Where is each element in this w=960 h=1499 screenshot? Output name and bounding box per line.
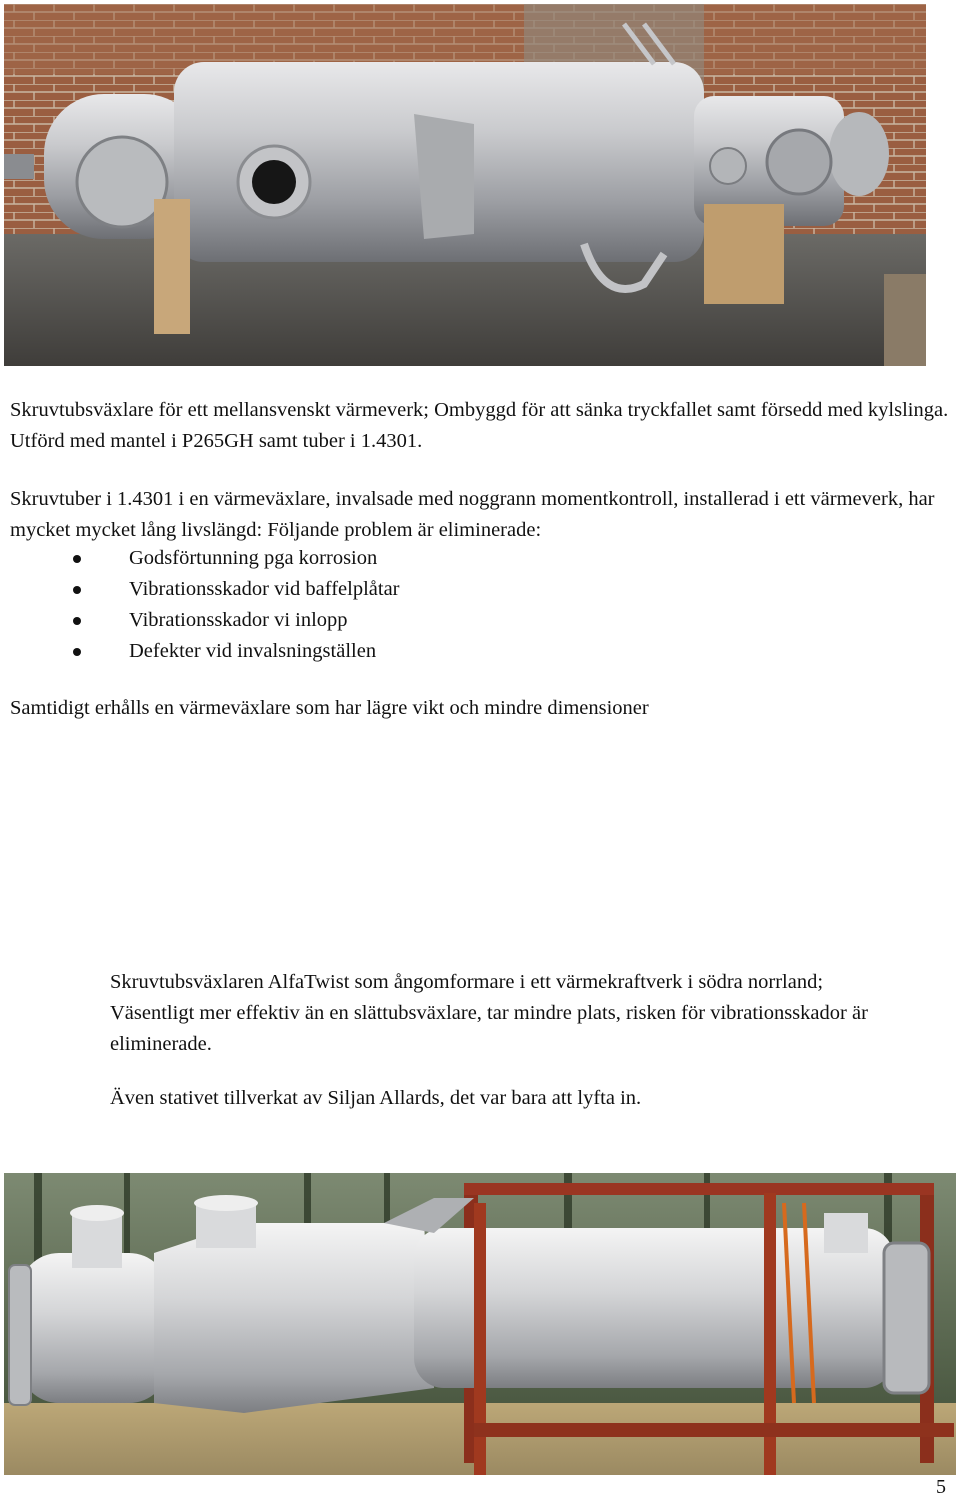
intro-paragraph: Skruvtuber i 1.4301 i en värmeväxlare, invalsade med noggrann momentkontroll, installerad i ett värmeverk, har mycket mycket lång livslängd: Följande problem är eliminerade: xyxy=(10,488,935,541)
photo-heat-exchanger-workshop xyxy=(4,4,926,366)
bullet-icon xyxy=(73,555,81,563)
summary-paragraph: Samtidigt erhålls en värmeväxlare som har lägre vikt och mindre dimensioner xyxy=(10,697,649,719)
page-number: 5 xyxy=(936,1476,946,1498)
list-item: Vibrationsskador vid baffelplåtar xyxy=(60,574,400,605)
photo-caption-bottom: Skruvtubsväxlaren AlfaTwist som ångomformare i ett värmekraftverk i södra norrland; Väsentligt mer effektiv än en slättubsväxlare, tar mindre plats, risken för vibrationsskador är eliminerade. xyxy=(110,971,868,1055)
list-item: Vibrationsskador vi inlopp xyxy=(60,605,400,636)
list-item: Defekter vid invalsningställen xyxy=(60,636,400,667)
photo-heat-exchanger-stand xyxy=(4,1173,956,1475)
bullet-icon xyxy=(73,617,81,625)
bullet-icon xyxy=(73,648,81,656)
problem-list xyxy=(60,543,400,667)
stand-note: Även stativet tillverkat av Siljan Allards, det var bara att lyfta in. xyxy=(110,1087,642,1109)
list-item: Godsförtunning pga korrosion xyxy=(60,543,400,574)
bullet-icon xyxy=(73,586,81,594)
photo-caption-top: Skruvtubsväxlare för ett mellansvenskt värmeverk; Ombyggd för att sänka tryckfallet samt försedd med kylslinga. Utförd med mantel i P265GH samt tuber i 1.4301. xyxy=(10,399,949,452)
